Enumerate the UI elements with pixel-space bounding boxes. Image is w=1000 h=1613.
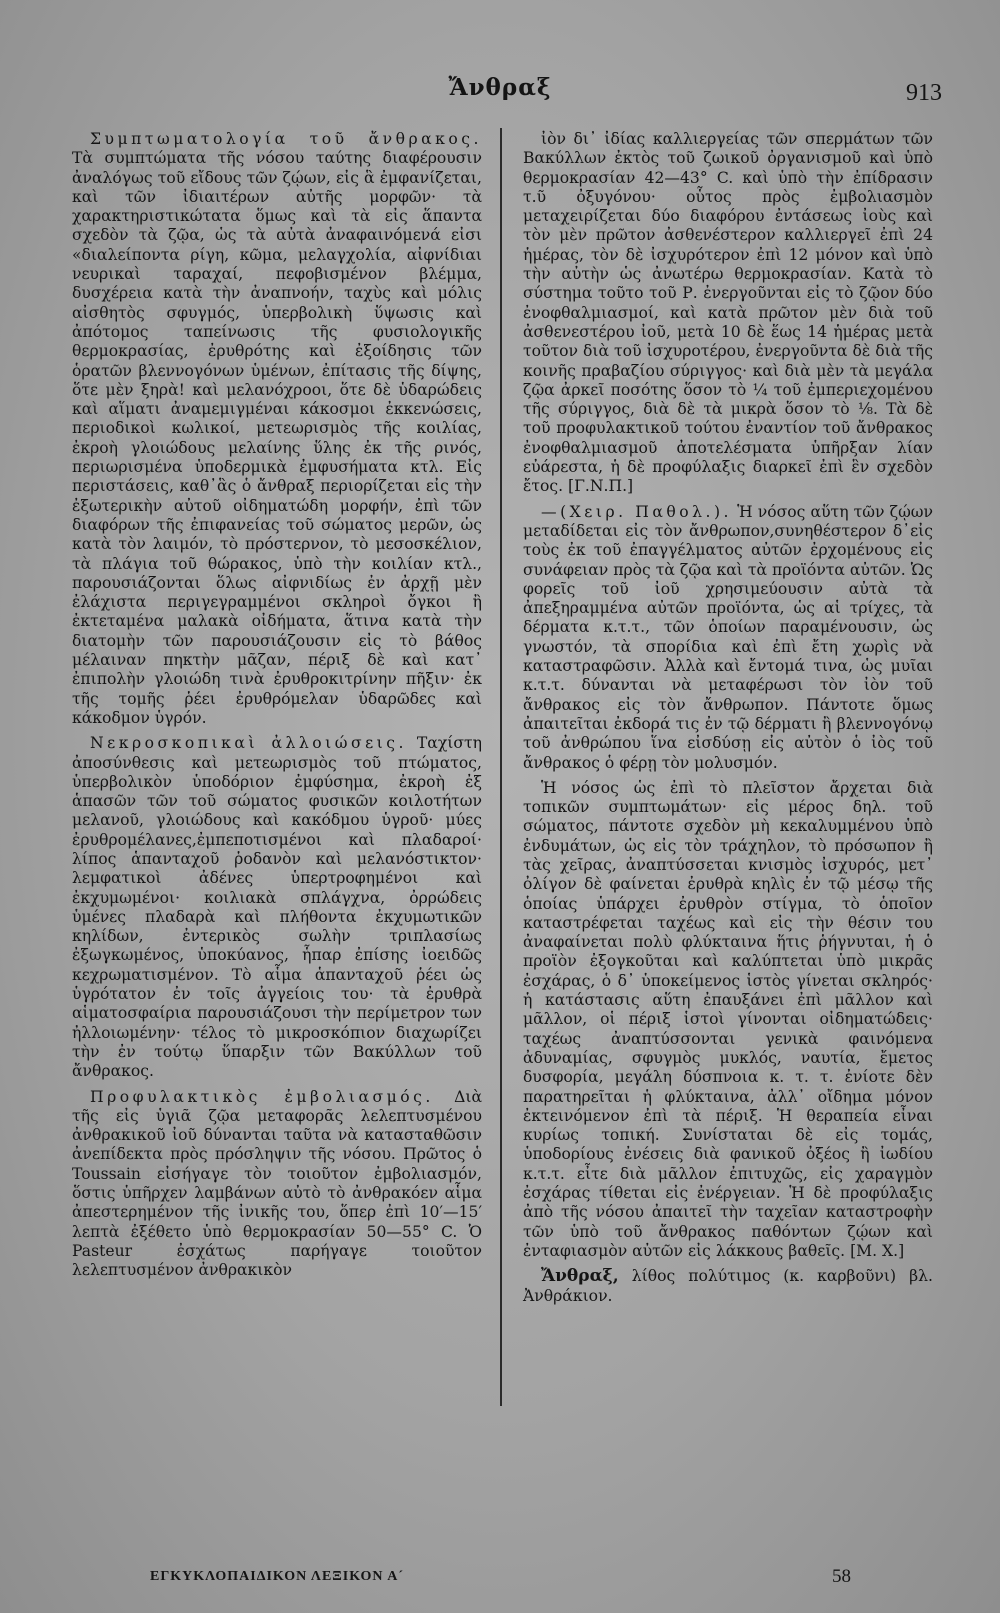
paragraph-symptomatology [72,130,482,728]
footer-title: ΕΓΚΥΚΛΟΠΑΙΔΙΚΟΝ ΛΕΞΙΚΟΝ Α´ [150,1569,405,1584]
section-heading-symptomatology: Συμπτωματολογία τοῦ ἄνθρακος. [90,130,482,148]
paragraph-local-symptoms [523,779,933,1261]
running-head-title: Ἄνθραξ [448,74,552,101]
paragraph-necropsy [72,734,482,1081]
section-heading-necropsy: Νεκροσκοπικαὶ ἀλλοιώσεις. [90,734,407,753]
page-number: 913 [906,80,942,106]
section-heading-surgical-pathology: —(Χειρ. Παθολ.). [541,502,733,521]
entry-definition: λίθος πολύτιμος (κ. καρβοῦνι) βλ. Ἀνθράκιον. [523,1267,933,1305]
paragraph-text: Ἡ νόσος ὡς ἐπὶ τὸ πλεῖστον ἄρχεται διὰ τοπικῶν συμπτωμάτων· εἰς μέρος δηλ. τοῦ σώματος, πάντοτε σχεδὸν μὴ κεκαλυμμένου ὑπὸ ἐνδυμάτων, ὡς εἰς τὸν τράχηλον, τὸ πρόσωπον ἢ τὰς χεῖρας, ἀναπτύσσεται κνισμὸς ἰσχυρός, μετ᾽ ὀλίγον δὲ φαίνεται ἐρυθρὰ κηλὶς ἐν τῷ μέσῳ τῆς ὁποίας ὑπάρχει ἐρυθρὸν στίγμα, τὸ ὁποῖον καταστρέφεται ταχέως καὶ εἰς τὴν θέσιν του ἀναφαίνεται πολὺ φλύκταινα ἥτις ῥήγνυται, ἡ ὁ προϊὸν ἐξογκοῦται καὶ καλύπτεται ὑπὸ μικρᾶς ἐσχάρας, ὁ δ᾽ ὑποκείμενος ἱστὸς γίνεται σκληρός· ἡ κατάστασις αὕτη ἐπαυξάνει ἐπὶ μᾶλλον καὶ μᾶλλον, οἱ πέριξ ἱστοὶ γίνονται οἰδηματώδεις· ταχέως ἀναπτύσσονται γενικὰ φαινόμενα ἀδυναμίας, σφυγμὸς μυκλός, ναυτία, ἔμετος δυσφορία, μεγάλη δύσπνοια κ. τ. τ. ἐνίοτε δὲν παρατηρεῖται ἡ φλύκταινα, ἀλλ᾽ οἴδημα μόνον ἐκτεινόμενον ἐπὶ τὰ πέριξ. Ἡ θεραπεία εἶναι κυρίως τοπική. Συνίσταται δὲ εἰς τομάς, ὑποδορίους ἐνέσεις διὰ φανικοῦ ὀξέος ἢ ἰωδίου κ.τ.τ. εἶτε διὰ μᾶλλον ἐπιτυχῶς, εἰς χαραγμὸν ἐσχάρας τίθεται εἰς ἐνέργειαν. Ἡ δὲ προφύλαξις ἀπὸ τῆς νόσου ἀπαιτεῖ τὴν ταχεῖαν καταστροφὴν τῶν ὑπὸ τοῦ ἄνθρακος παθόντων ζῴων καὶ ἐνταφιασμὸν αὐτῶν εἰς λάκκους βαθεῖς. [Μ. Χ.] [523,778,933,1260]
section-heading-vaccination: Προφυλακτικὸς ἐμβολιασμός. [90,1087,434,1106]
paragraph-vaccination [72,1088,482,1281]
entry-headword: Ἄνθραξ, [541,1266,619,1287]
paragraph-text: Διὰ τῆς εἰς ὑγιᾶ ζῷα μεταφορᾶς λελεπτυσμένου ἀνθρακικοῦ ἰοῦ δύνανται ταῦτα νὰ κατασταθῶσιν ἀνεπίδεκτα πρὸς πρόσληψιν τῆς νόσου. Πρῶτος ὁ Toussain εἰσήγαγε τὸν τοιοῦτον ἐμβολιασμόν, ὅστις ὑπῆρχεν λαμβάνων αὐτὸ τὸ ἀνθρακόεν αἷμα ἀπεστερημένον τῆς ἰνικῆς του, ὅπερ ἐπὶ 10′—15′ λεπτὰ ἐξέθετο ὑπὸ θερμοκρασίαν 50—55° C. Ὁ Pasteur ἐσχάτως παρήγαγε τοιοῦτον λελεπτυσμένον ἀνθρακικὸν [72,1087,482,1280]
left-column [72,130,482,1287]
entry-anthrax-gem [523,1267,933,1306]
column-divider [500,128,502,1406]
right-column [523,130,933,1312]
paragraph-text: Ταχίστη ἀποσύνθεσις καὶ μετεωρισμὸς τοῦ πτώματος, ὑπερβολικὸν ὑποδόριον ἐμφύσημα, ἐκροὴ ἐξ ἁπασῶν τῶν τοῦ σώματος φυσικῶν κοιλοτήτων μελανοῦ, γλοιώδους καὶ κακόδμου ὑγροῦ· μύες ἐρυθρομέλανες,ἐμπεποτισμένοι καὶ πλαδαροί· λίπος ἁπανταχοῦ ῥοδανὸν καὶ μελανόστικτον· λεμφατικοὶ ἀδένες ὑπερτροφημένοι καὶ ἐκχυμωμένοι· κοιλιακὰ σπλάγχνα, ὀρρώδεις ὑμένες πλαδαρὰ καὶ πλήθοντα ἐκχυμωτικῶν κηλίδων, ἐντερικὸς σωλὴν τριπλασίως ἐξωγκωμένος, ὑποκύανος, ἧπαρ ἐπίσης ἰοειδῶς κεχρωματισμένον. Τὸ αἷμα ἁπανταχοῦ ῥέει ὡς ὑγρότατον ἐν τοῖς ἀγγείοις του· τὰ ἐρυθρὰ αἱματοσφαίρια παρουσιάζουσι τὴν περίμετρον των ἠλλοιωμένην· τέλος τὸ μικροσκόπιον διαχωρίζει τὴν ἐν τούτῳ ὕπαρξιν τῶν Βακύλλων τοῦ ἄνθρακος. [72,734,482,1081]
paragraph-text: Ἡ νόσος αὕτη τῶν ζῴων μεταδίδεται εἰς τὸν ἄνθρωπον,συνηθέστερον δ᾽εἰς τοὺς ἐκ τοῦ ἐπαγγέλματος αὐτῶν ἐρχομένους εἰς συνάφειαν πρὸς τὰ ζῷα καὶ τὰ προϊόντα αὐτῶν. Ὡς φορεῖς τοῦ ἰοῦ χρησιμεύουσιν αὐτὰ τὰ ἀπεξηραμμένα αὐτῶν προϊόντα, ὡς αἱ τρίχες, τὰ δέρματα κ.τ.τ., τῶν ὁποίων παραμένουσιν, ὡς γνωστόν, τὰ σπορίδια καὶ ἐπὶ ἔτη χωρὶς νὰ καταστραφῶσιν. Ἀλλὰ καὶ ἔντομά τινα, ὡς μυῖαι κ.τ.τ. δύνανται νὰ μεταφέρωσι τὸν ἰὸν τοῦ ἄνθρακος εἰς τὸν ἄνθρωπον. Πάντοτε ὅμως ἀπαιτεῖται ἐκδορά τις ἐν τῷ δέρματι ἢ βλεννογόνῳ τοῦ ἀνθρώπου ἵνα εἰσδύσῃ εἰς αὐτὸν ὁ ἰὸς τοῦ ἄνθρακος ὁ φέρῃ τὸν μολυσμόν. [523,502,933,772]
paragraph-surgical-pathology [523,503,933,773]
paragraph-text: ἰὸν δι᾽ ἰδίας καλλιεργείας τῶν σπερμάτων τῶν Βακύλλων ἐκτὸς τοῦ ζωικοῦ ὀργανισμοῦ καὶ ὑπὸ θερμοκρασίαν 42—43° C. καὶ ὑπὸ τὴν ἐπίδρασιν τ.ῦ ὀξυγόνου· οὗτος πρὸς ἐμβολιασμὸν μεταχειρίζεται δύο διαφόρου ἐντάσεως ἰοὺς καὶ τὸν μὲν πρῶτον ἀσθενέστερον καλλιεργεῖ ἐπὶ 24 ἡμέρας, τὸν δὲ ἰσχυρότερον ἐπὶ 12 μόνον καὶ ὑπὸ τὴν αὐτὴν ὡς ἀνωτέρω θερμοκρασίαν. Κατὰ τὸ σύστημα τοῦτο τοῦ Ρ. ἐνεργοῦνται εἰς τὸ ζῷον δύο ἐνοφθαλμιασμοί, καὶ κατὰ πρῶτον μὲν διὰ τοῦ ἀσθενεστέρου ἰοῦ, μετὰ 10 δὲ ἕως 14 ἡμέρας μετὰ τοῦτον διὰ τοῦ ἰσχυροτέρου, ἐνεργοῦντα δὲ διὰ τῆς κοινῆς πραβαζίου σύριγγος· καὶ διὰ μὲν τὰ μεγάλα ζῷα ἀρκεῖ ποσότης ὅσον τὸ ¼ τοῦ ἐμπεριεχομένου τῆς σύριγγος, διὰ δὲ τὰ μικρὰ ὅσον τὸ ⅛. Τὰ δὲ τοῦ προφυλακτικοῦ τούτου ἐναντίον τοῦ ἄνθρακος ἐνοφθαλμιασμοῦ ἀποτελέσματα ὑπῆρξαν λίαν εὐάρεστα, ἡ δὲ προφύλαξις διαρκεῖ ἐπὶ ἓν σχεδὸν ἔτος. [Γ.Ν.Π.] [523,130,933,496]
paragraph-pasteur-method [523,130,933,497]
paragraph-text: Τὰ συμπτώματα τῆς νόσου ταύτης διαφέρουσιν ἀναλόγως τοῦ εἴδους τῶν ζῴων, εἰς ἃ ἐμφανίζεται, καὶ τῶν ἰδιαιτέρων αὐτῆς μορφῶν· τὰ χαρακτηριστικώτατα ὅμως καὶ τὰ εἰς ἅπαντα σχεδὸν τὰ ζῷα, ὡς τὰ αὐτὰ ἀναφαινόμενά εἰσι «διαλείποντα ρίγη, κῶμα, μελαγχολία, αἰφνίδιαι νευρικαὶ ταραχαί, πεφοβισμένον βλέμμα, δυσχέρεια κατὰ τὴν ἀναπνοήν, ταχὺς καὶ μόλις αἰσθητὸς σφυγμός, ὑπερβολικὴ ὕψωσις καὶ ἀπότομος ταπείνωσις τῆς φυσιολογικῆς θερμοκρασίας, ἐρυθρότης καὶ ἐξοίδησις τῶν ὁρατῶν βλεννογόνων ὑμένων, ἐπίτασις τῆς δίψης, ὅτε μὲν ξηρὰ! καὶ μελανόχροοι, ὅτε δὲ ὑδαρώδεις καὶ αἵματι ἀναμεμιγμέναι κάκοσμοι ἐκκενώσεις, περιοδικοὶ κωλικοί, μετεωρισμὸς τῆς κοιλίας, ἐκροὴ γλοιώδους μελαίνης ὕλης ἐκ τῆς ρινός, περιωρισμένα ὑποδερμικὰ ἐμφυσήματα κτλ. Εἰς περιστάσεις, καθ᾽ἃς ὁ ἄνθραξ περιορίζεται εἰς τὴν ἐξωτερικὴν αὐτοῦ οἰδηματώδη μορφήν, ἐπὶ τῶν διαφόρων τῆς ἐπιφανείας τοῦ σώματος μερῶν, ὡς κατὰ τὸν λαιμόν, τὸ πρόστερνον, τὸ μεσοσκέλιον, τὰ πλάγια τοῦ θώρακος, ὑπὸ τὴν κοιλίαν κτλ., παρουσιάζονται ὅλως αἰφνιδίως ἐν ἀρχῇ μὲν ἐλάχιστα περιγεγραμμένοι σκληροὶ ὄγκοι ἢ ἐκτεταμένα μαλακὰ οἰδήματα, ἅτινα κατὰ τὴν διατομὴν τῶν παρουσιάζουσιν εἰς τὸ βάθος μέλαιναν πηκτὴν μᾶζαν, πέριξ δὲ καὶ κατ᾽ ἐπιπολὴν γλοιώδη τινὰ ἐρυθροκιτρίνην πῆξιν· ἐκ τῆς τομῆς ῥέει ἐρυθρόμελαν ὑδαρῶδες καὶ κάκοδμον ὑγρόν. [72,149,482,727]
signature-mark: 58 [832,1566,851,1587]
